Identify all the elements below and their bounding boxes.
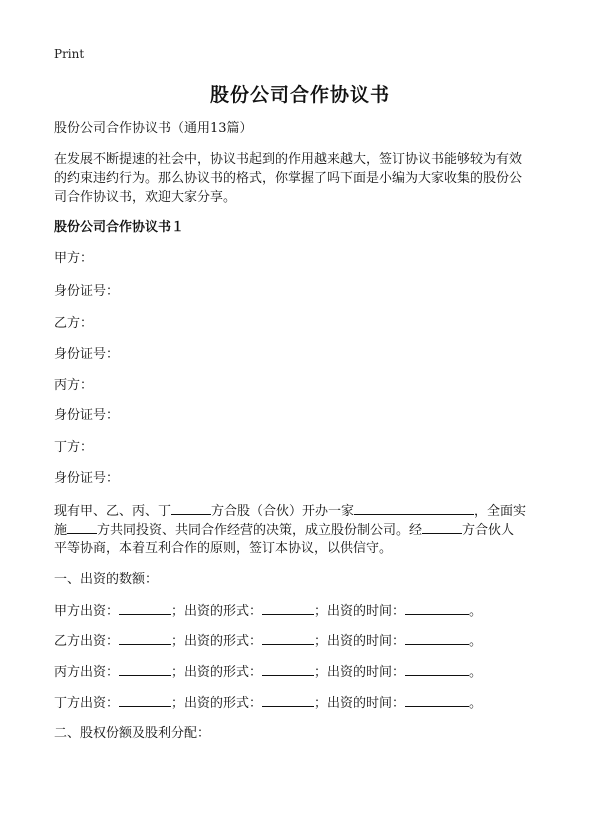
row-time-label: ；出资的时间： xyxy=(314,665,406,680)
row-party-label: 丁方出资： xyxy=(54,696,120,711)
agreement-para-line-3: 平等协商，本着互利合作的原则，签订本协议，以供信守。 xyxy=(54,541,393,556)
time-field[interactable] xyxy=(405,630,469,645)
amount-field[interactable] xyxy=(119,661,171,676)
para-text: 方合伙人 xyxy=(462,523,515,538)
row-time-label: ；出资的时间： xyxy=(314,604,406,619)
form-field[interactable] xyxy=(262,600,314,615)
row-form-label: ；出资的形式： xyxy=(171,665,263,680)
blank-field[interactable] xyxy=(67,519,97,534)
row-time-label: ；出资的时间： xyxy=(314,634,406,649)
row-party-label: 甲方出资： xyxy=(54,604,120,619)
row-time-label: ；出资的时间： xyxy=(314,696,406,711)
para-text: 方共同投资、共同合作经营的决策，成立股份制公司。经 xyxy=(97,523,423,538)
party-a-id-label: 身份证号： xyxy=(54,284,120,299)
clause-2-heading: 二、股权份额及股利分配： xyxy=(54,726,211,741)
time-field[interactable] xyxy=(405,692,469,707)
row-party-label: 乙方出资： xyxy=(54,634,120,649)
amount-field[interactable] xyxy=(119,600,171,615)
intro-line-3: 司合作协议书，欢迎大家分享。 xyxy=(54,190,237,205)
party-a-label: 甲方： xyxy=(54,251,94,266)
party-d-id-label: 身份证号： xyxy=(54,471,120,486)
para-text: ，全面实 xyxy=(474,504,527,519)
form-field[interactable] xyxy=(262,630,314,645)
form-field[interactable] xyxy=(262,661,314,676)
time-field[interactable] xyxy=(405,661,469,676)
contribution-row xyxy=(54,692,550,715)
intro-line-1: 在发展不断提速的社会中，协议书起到的作用越来越大，签订协议书能够较为有效 xyxy=(54,152,523,167)
form-field[interactable] xyxy=(262,692,314,707)
row-form-label: ；出资的形式： xyxy=(171,634,263,649)
contribution-row xyxy=(54,661,550,684)
party-c-id-label: 身份证号： xyxy=(54,408,120,423)
party-d-label: 丁方： xyxy=(54,440,94,455)
blank-field[interactable] xyxy=(171,500,211,515)
row-end: 。 xyxy=(469,665,483,680)
clause-1-heading: 一、出资的数额： xyxy=(54,572,159,587)
para-text: 施 xyxy=(54,523,68,538)
party-c-label: 丙方： xyxy=(54,378,94,393)
document-subtitle: 股份公司合作协议书（通用13篇） xyxy=(54,121,253,136)
time-field[interactable] xyxy=(405,600,469,615)
intro-line-2: 的约束违约行为。那么协议书的格式，你掌握了吗下面是小编为大家收集的股份公 xyxy=(54,171,523,186)
row-form-label: ；出资的形式： xyxy=(171,696,263,711)
para-text: 现有甲、乙、丙、丁 xyxy=(54,504,172,519)
row-end: 。 xyxy=(469,696,483,711)
row-form-label: ；出资的形式： xyxy=(171,604,263,619)
contribution-row xyxy=(54,600,550,623)
amount-field[interactable] xyxy=(119,630,171,645)
party-b-label: 乙方： xyxy=(54,316,94,331)
page-title: 股份公司合作协议书 xyxy=(209,84,390,106)
blank-field[interactable] xyxy=(354,500,474,515)
print-link[interactable]: Print xyxy=(54,47,85,61)
amount-field[interactable] xyxy=(119,692,171,707)
contribution-row xyxy=(54,630,550,653)
row-party-label: 丙方出资： xyxy=(54,665,120,680)
row-end: 。 xyxy=(469,634,483,649)
para-text: 方合股（合伙）开办一家 xyxy=(211,504,355,519)
party-b-id-label: 身份证号： xyxy=(54,347,120,362)
section-heading: 股份公司合作协议书１ xyxy=(54,220,185,235)
row-end: 。 xyxy=(469,604,483,619)
blank-field[interactable] xyxy=(422,519,462,534)
